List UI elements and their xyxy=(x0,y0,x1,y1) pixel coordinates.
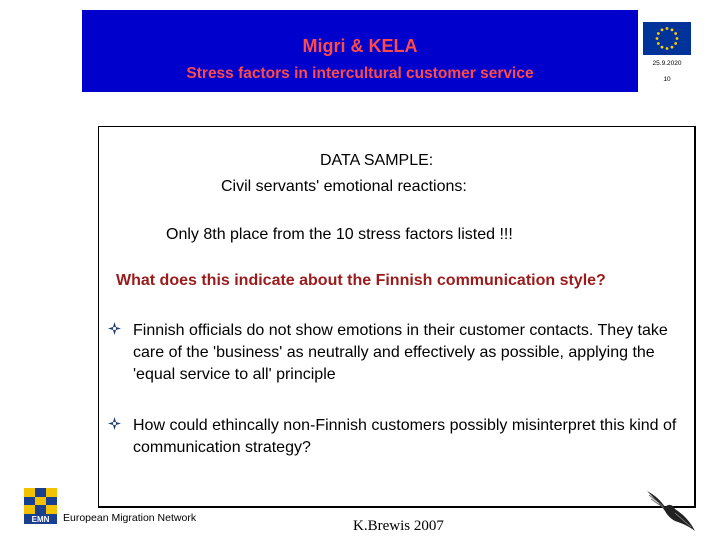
slide-title: Migri & KELA xyxy=(302,36,418,56)
diamond-bullet-icon xyxy=(108,322,121,335)
network-name: European Migration Network xyxy=(63,512,197,524)
slide-header xyxy=(82,10,638,92)
bullet-text-2: How could ethincally non-Finnish customers possibly misinterpret this kind of communication strategy? xyxy=(133,417,677,456)
svg-text:EMN: EMN xyxy=(31,515,50,524)
data-sample-heading: DATA SAMPLE: xyxy=(320,152,434,169)
slide-subtitle: Stress factors in intercultural customer service xyxy=(186,65,534,82)
author-credit: K.Brewis 2007 xyxy=(353,518,444,534)
slide-date: 25.9.2020 xyxy=(652,60,682,67)
bullet-text-1: Finnish officials do not show emotions in their customer contacts. They take care of the 'business' as neutrally and effectively as possible, applying the 'equal service to all' principle xyxy=(133,322,668,383)
emn-logo xyxy=(24,488,57,524)
bullet-item-2 xyxy=(108,415,688,459)
ranking-statement: Only 8th place from the 10 stress factors listed !!! xyxy=(166,226,513,243)
slide-number: 10 xyxy=(663,76,671,83)
bird-icon xyxy=(645,489,697,533)
diamond-bullet-icon xyxy=(108,417,121,430)
eu-flag-icon xyxy=(643,22,691,55)
emotional-reactions-label: Civil servants' emotional reactions: xyxy=(221,178,467,195)
bullet-item-1 xyxy=(108,320,688,386)
discussion-question: What does this indicate about the Finnish communication style? xyxy=(116,272,606,289)
